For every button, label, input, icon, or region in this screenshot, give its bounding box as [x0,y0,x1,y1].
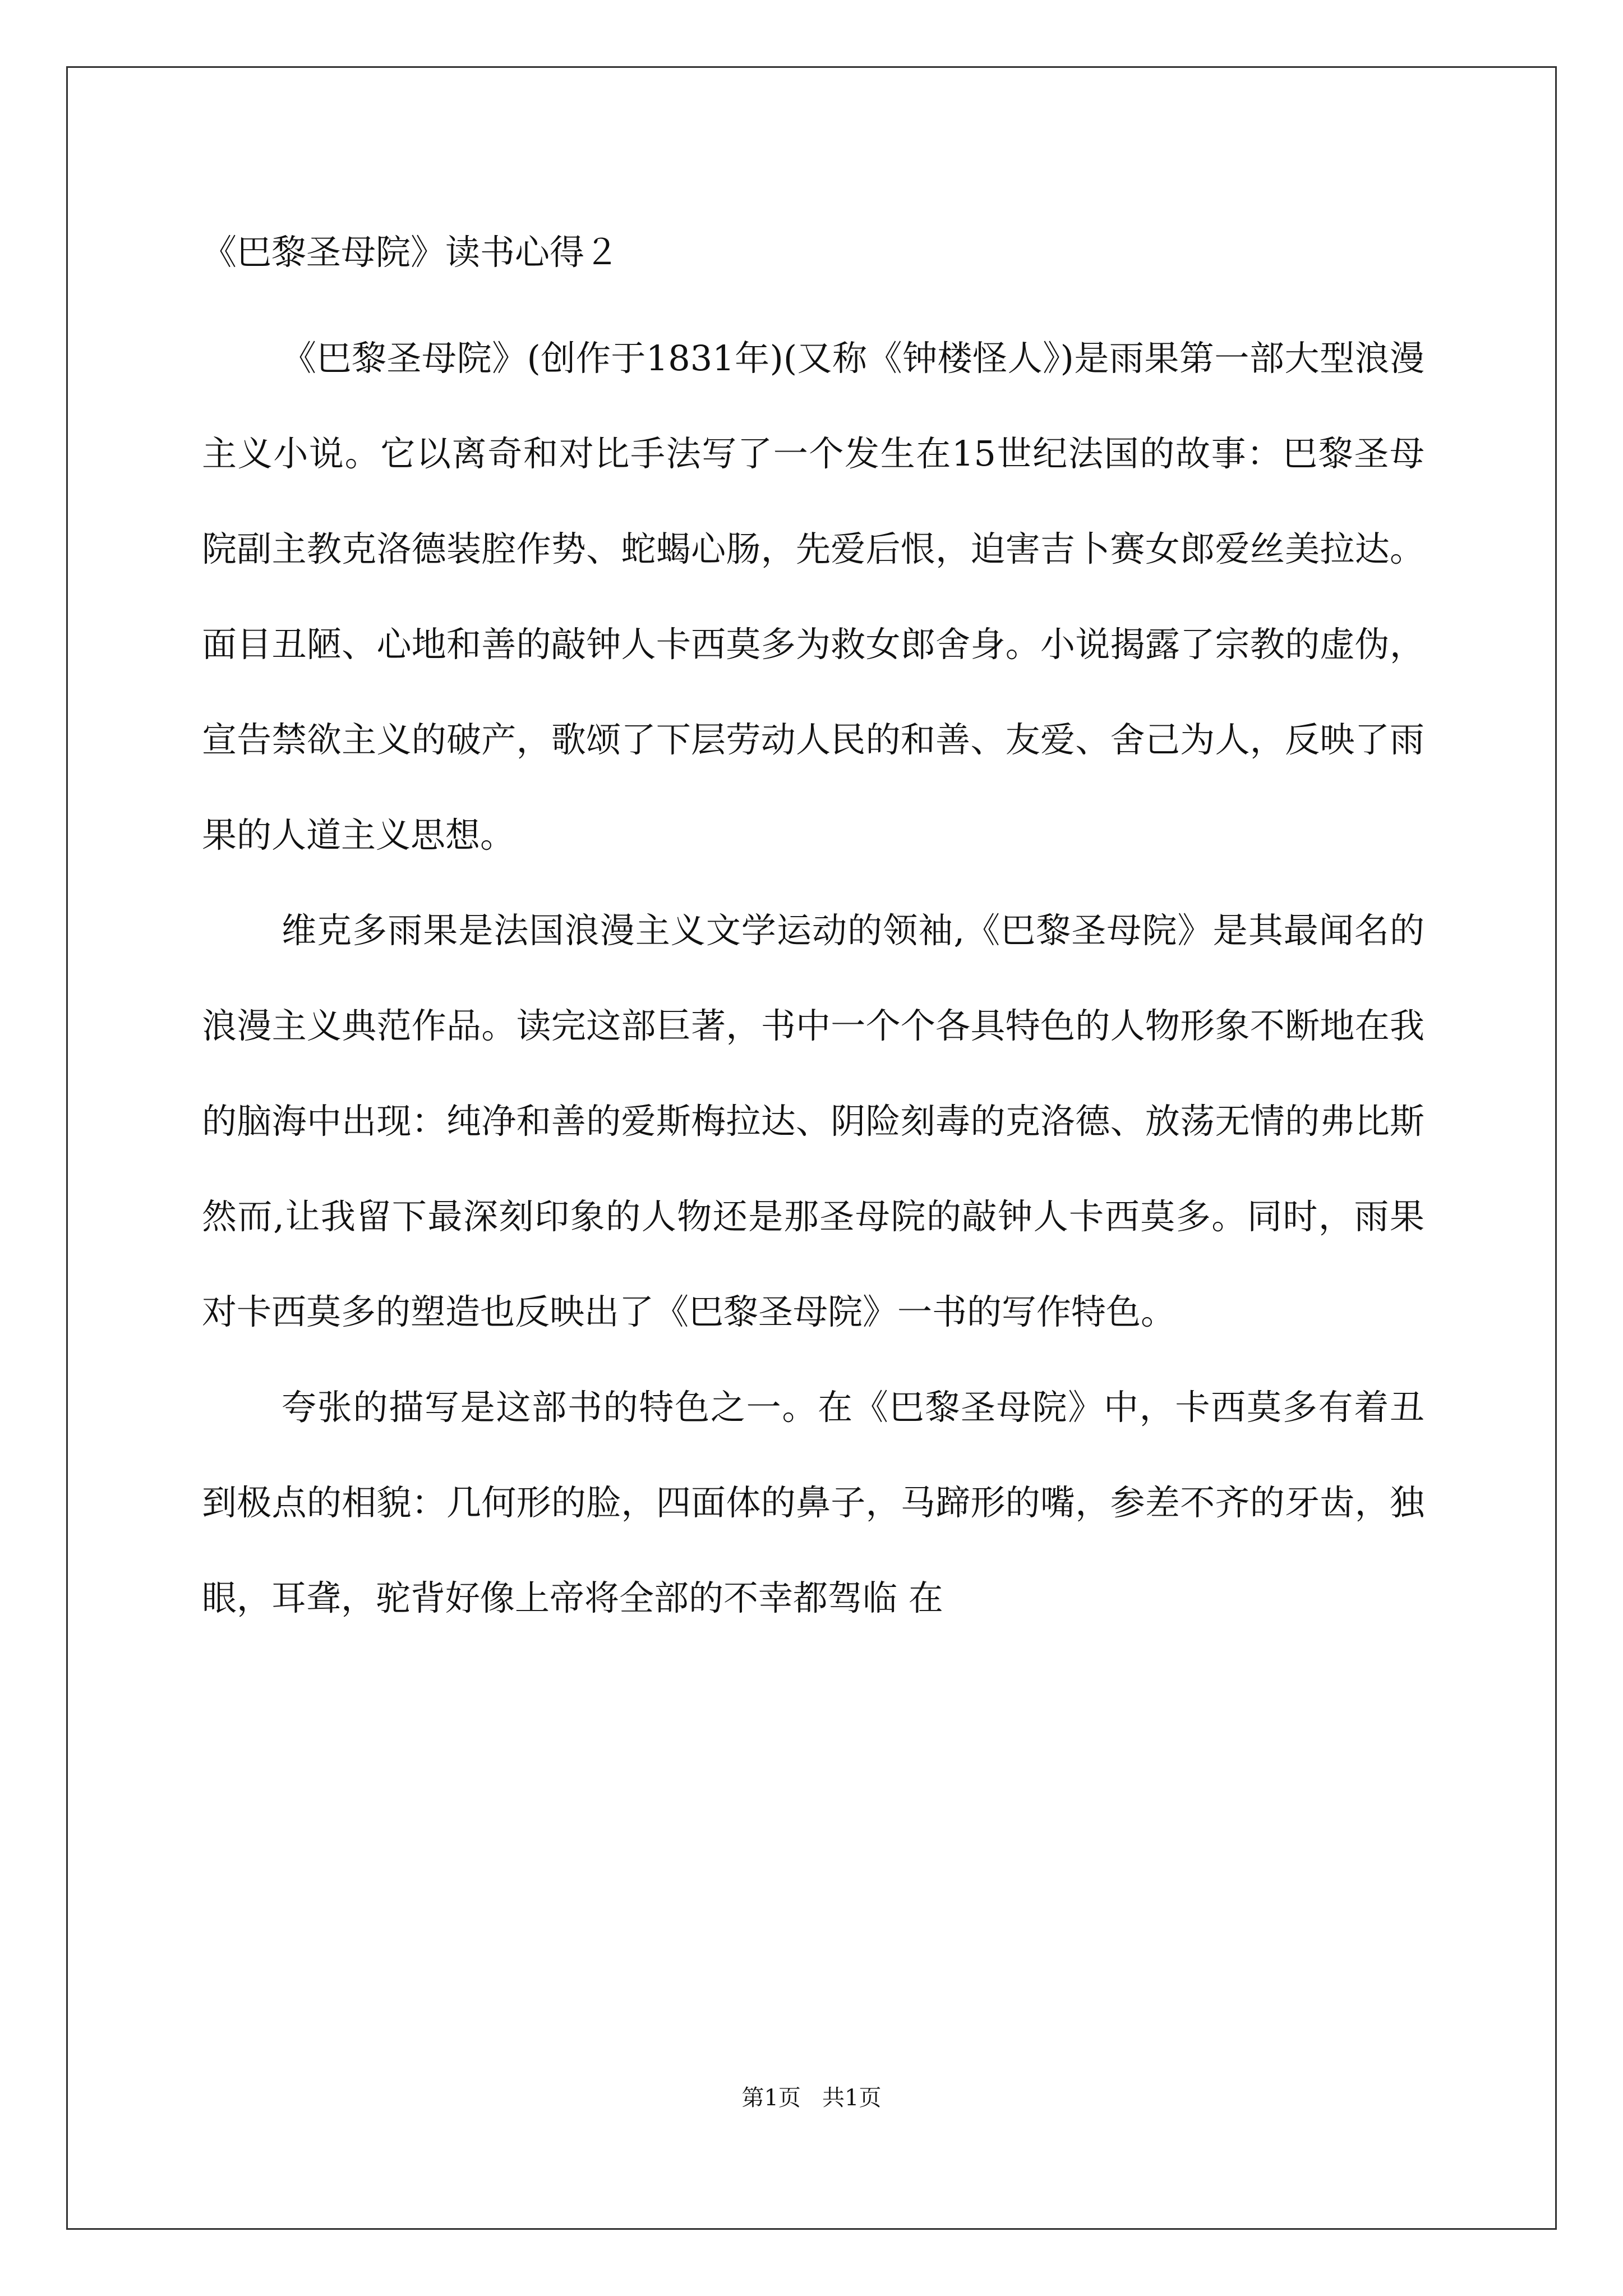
page-footer: 第1页 共1页 [741,2085,882,2111]
paragraph-2: 维克多雨果是法国浪漫主义文学运动的领袖,《巴黎圣母院》是其最闻名的浪漫主义典范作品。读完这部巨著，书中一个个各具特色的人物形象不断地在我的脑海中出现：纯净和善的爱斯梅拉达、阴险刻毒的克洛德、放荡无情的弗比斯然而,让我留下最深刻印象的人物还是那圣母院的敲钟人卡西莫多。同时，雨果对卡西莫多的塑造也反映出了《巴黎圣母院》一书的写作特色。 [202,910,1424,1332]
document-title: 《巴黎圣母院》读书心得２ [202,232,620,273]
document-body [202,219,1424,1646]
paragraph-3: 夸张的描写是这部书的特色之一。在《巴黎圣母院》中，卡西莫多有着丑到极点的相貌：几何形的脸，四面体的鼻子，马蹄形的嘴，参差不齐的牙齿，独眼，耳聋，驼背好像上帝将全部的不幸都驾临 在 [202,1387,1424,1618]
paragraph-1: 《巴黎圣母院》(创作于1831年)(又称《钟楼怪人》)是雨果第一部大型浪漫主义小说。它以离奇和对比手法写了一个发生在15世纪法国的故事：巴黎圣母院副主教克洛德装腔作势、蛇蝎心肠，先爱后恨，迫害吉卜赛女郎爱丝美拉达。面目丑陋、心地和善的敲钟人卡西莫多为救女郎舍身。小说揭露了宗教的虚伪，宣告禁欲主义的破产，歌颂了下层劳动人民的和善、友爱、舍己为人，反映了雨果的人道主义思想。 [202,338,1424,855]
